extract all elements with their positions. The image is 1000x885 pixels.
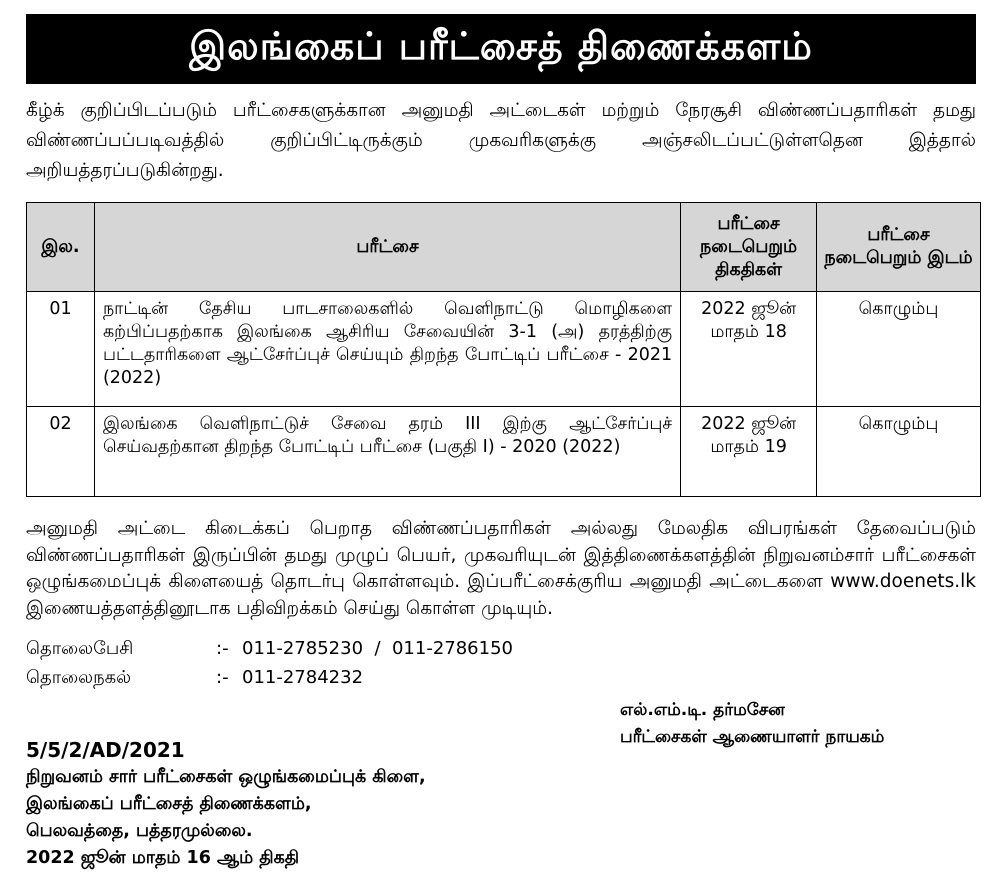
exam-name: நாட்டின் தேசிய பாடசாலைகளில் வெளிநாட்டு மொழிகளை கற்பிப்பதற்காக இலங்கை ஆசிரிய சேவையின் 3-1 (அ) தரத்திற்கு பட்டதாரிகளை ஆட்சேர்ப்புச் செய்யும் திறந்த போட்டிப் பரீட்சை - 2021 (2022) [94, 292, 680, 407]
row-number: 01 [27, 292, 95, 407]
address-line: பெலவத்தை, பத்தரமுல்லை. [26, 821, 253, 841]
table-row [27, 292, 981, 407]
row-number: 02 [27, 407, 95, 497]
header-number: இல. [27, 203, 95, 292]
address-line: நிறுவனம் சார் பரீட்சைகள் ஒழுங்கமைப்புக் கிளை, [26, 767, 426, 787]
department-title: இலங்கைப் பரீட்சைத் திணைக்களம் [189, 24, 813, 68]
table-header-row [27, 203, 981, 292]
intro-paragraph: கீழ்க் குறிப்பிடப்படும் பரீட்சைகளுக்கான அனுமதி அட்டைகள் மற்றும் நேரசூசி விண்ணப்பதாரிகள் தமது விண்ணப்பப்படிவத்தில் குறிப்பிட்டிருக்கும் முகவரிகளுக்கு அஞ்சலிடப்பட்டுள்ளதென இத்தால் அறியத்தரப்படுகின்றது. [26, 100, 976, 181]
reference-number: 5/5/2/AD/2021 [26, 738, 185, 762]
telephone-row [26, 634, 513, 663]
table-row [27, 407, 981, 497]
contact-details [26, 634, 513, 692]
exam-venue: கொழும்பு [817, 407, 981, 497]
department-title-banner [26, 14, 976, 84]
footer-address-block [26, 737, 426, 872]
exam-schedule-table [26, 202, 981, 497]
fax-label: தொலைநகல் [26, 667, 132, 688]
signatory-title: பரீட்சைகள் ஆணையாளர் நாயகம் [620, 727, 885, 747]
signature-block [620, 697, 884, 751]
signatory-name: எல்.எம்.டி. தர்மசேன [620, 700, 785, 720]
exam-date: 2022 ஜூன் மாதம் 19 [681, 407, 817, 497]
exam-date: 2022 ஜூன் மாதம் 18 [681, 292, 817, 407]
telephone-separator: :- [216, 638, 229, 659]
issue-date: 2022 ஜூன் மாதம் 16 ஆம் திகதி [26, 848, 300, 868]
fax-separator: :- [216, 667, 229, 688]
fax-value: 011-2784232 [242, 667, 364, 688]
telephone-label: தொலைபேசி [26, 638, 134, 659]
instructions-paragraph: அனுமதி அட்டை கிடைக்கப் பெறாத விண்ணப்பதாரிகள் அல்லது மேலதிக விபரங்கள் தேவைப்படும் விண்ணப்பதாரிகள் இருப்பின் தமது முழுப் பெயர், முகவரியுடன் இத்திணைக்களத்தின் நிறுவனம்சார் பரீட்சைகள் ஒழுங்கமைப்புக் கிளையைத் தொடர்பு கொள்ளவும். இப்பரீட்சைக்குரிய அனுமதி அட்டைகளை www.doenets.lk இணையத்தளத்தினூடாக பதிவிறக்கம் செய்து கொள்ள முடியும். [26, 518, 976, 619]
telephone-value: 011-2785230 / 011-2786150 [242, 638, 513, 659]
exam-name: இலங்கை வெளிநாட்டுச் சேவை தரம் III இற்கு ஆட்சேர்ப்புச் செய்வதற்கான திறந்த போட்டிப் பரீட்சை (பகுதி I) - 2020 (2022) [94, 407, 680, 497]
address-line: இலங்கைப் பரீட்சைத் திணைக்களம், [26, 794, 312, 814]
header-date: பரீட்சை நடைபெறும் திகதிகள் [681, 203, 817, 292]
exam-venue: கொழும்பு [817, 292, 981, 407]
header-venue: பரீட்சை நடைபெறும் இடம் [817, 203, 981, 292]
fax-row [26, 663, 513, 692]
header-exam: பரீட்சை [94, 203, 680, 292]
